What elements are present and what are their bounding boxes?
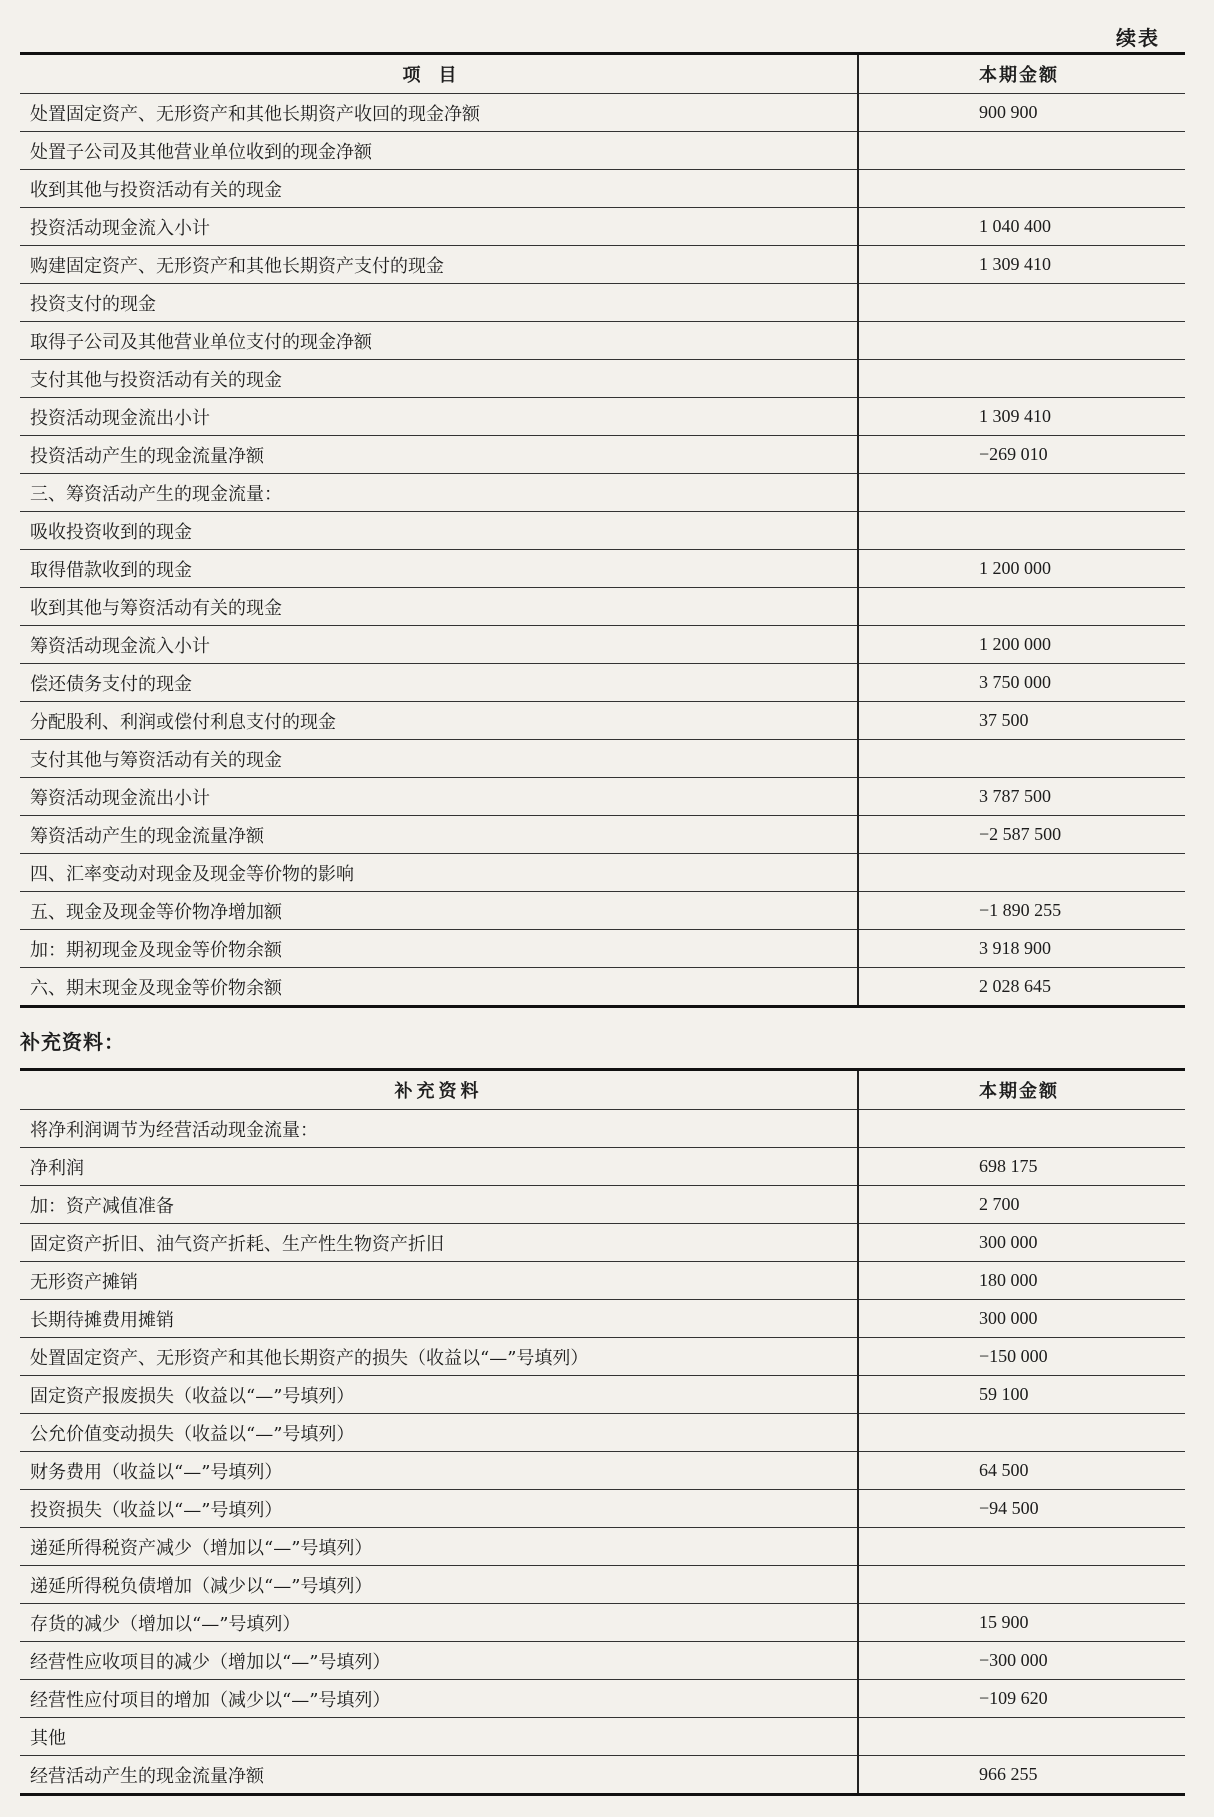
table-row xyxy=(20,588,1185,626)
row-item-label: 将净利润调节为经营活动现金流量： xyxy=(20,1110,858,1148)
row-amount: 59 100 xyxy=(858,1376,1185,1414)
row-amount xyxy=(858,284,1185,322)
table-row xyxy=(20,778,1185,816)
row-amount: −109 620 xyxy=(858,1680,1185,1718)
table-row xyxy=(20,436,1185,474)
row-item-label: 投资活动产生的现金流量净额 xyxy=(20,436,858,474)
row-item-label: 处置子公司及其他营业单位收到的现金净额 xyxy=(20,132,858,170)
row-amount xyxy=(858,854,1185,892)
column-header-item: 补充资料 xyxy=(20,1070,858,1110)
row-amount xyxy=(858,512,1185,550)
row-amount: −94 500 xyxy=(858,1490,1185,1528)
row-item-label: 筹资活动产生的现金流量净额 xyxy=(20,816,858,854)
row-amount xyxy=(858,1718,1185,1756)
table-row xyxy=(20,170,1185,208)
row-amount xyxy=(858,740,1185,778)
table-row xyxy=(20,398,1185,436)
row-item-label: 递延所得税负债增加（减少以“—”号填列） xyxy=(20,1566,858,1604)
row-amount xyxy=(858,170,1185,208)
table-row xyxy=(20,1490,1185,1528)
row-amount: −300 000 xyxy=(858,1642,1185,1680)
row-item-label: 偿还债务支付的现金 xyxy=(20,664,858,702)
table-row xyxy=(20,1452,1185,1490)
table-row xyxy=(20,94,1185,132)
row-item-label: 六、期末现金及现金等价物余额 xyxy=(20,968,858,1007)
row-item-label: 吸收投资收到的现金 xyxy=(20,512,858,550)
row-item-label: 三、筹资活动产生的现金流量： xyxy=(20,474,858,512)
row-amount xyxy=(858,360,1185,398)
table-row xyxy=(20,1680,1185,1718)
table-row xyxy=(20,892,1185,930)
row-item-label: 存货的减少（增加以“—”号填列） xyxy=(20,1604,858,1642)
table-row xyxy=(20,474,1185,512)
table-row xyxy=(20,1300,1185,1338)
row-amount: 37 500 xyxy=(858,702,1185,740)
row-item-label: 投资活动现金流出小计 xyxy=(20,398,858,436)
table-row xyxy=(20,246,1185,284)
table-row xyxy=(20,1756,1185,1795)
table-row xyxy=(20,1604,1185,1642)
row-item-label: 筹资活动现金流入小计 xyxy=(20,626,858,664)
row-item-label: 投资损失（收益以“—”号填列） xyxy=(20,1490,858,1528)
row-amount: −150 000 xyxy=(858,1338,1185,1376)
row-amount: 900 900 xyxy=(858,94,1185,132)
table-row xyxy=(20,1566,1185,1604)
row-item-label: 收到其他与筹资活动有关的现金 xyxy=(20,588,858,626)
row-amount: 698 175 xyxy=(858,1148,1185,1186)
row-amount: 1 309 410 xyxy=(858,246,1185,284)
row-amount xyxy=(858,1110,1185,1148)
table-row xyxy=(20,740,1185,778)
table-row xyxy=(20,1718,1185,1756)
row-item-label: 经营性应收项目的减少（增加以“—”号填列） xyxy=(20,1642,858,1680)
row-amount: −1 890 255 xyxy=(858,892,1185,930)
row-item-label: 取得子公司及其他营业单位支付的现金净额 xyxy=(20,322,858,360)
row-item-label: 投资活动现金流入小计 xyxy=(20,208,858,246)
row-item-label: 固定资产折旧、油气资产折耗、生产性生物资产折旧 xyxy=(20,1224,858,1262)
row-item-label: 支付其他与投资活动有关的现金 xyxy=(20,360,858,398)
row-item-label: 经营性应付项目的增加（减少以“—”号填列） xyxy=(20,1680,858,1718)
row-item-label: 加：期初现金及现金等价物余额 xyxy=(20,930,858,968)
row-amount: 64 500 xyxy=(858,1452,1185,1490)
row-item-label: 取得借款收到的现金 xyxy=(20,550,858,588)
table-row xyxy=(20,550,1185,588)
row-item-label: 无形资产摊销 xyxy=(20,1262,858,1300)
table-header-row xyxy=(20,1070,1185,1110)
row-item-label: 购建固定资产、无形资产和其他长期资产支付的现金 xyxy=(20,246,858,284)
row-item-label: 收到其他与投资活动有关的现金 xyxy=(20,170,858,208)
table-row xyxy=(20,1414,1185,1452)
table-row xyxy=(20,626,1185,664)
row-item-label: 递延所得税资产减少（增加以“—”号填列） xyxy=(20,1528,858,1566)
row-item-label: 长期待摊费用摊销 xyxy=(20,1300,858,1338)
table-row xyxy=(20,208,1185,246)
table-row xyxy=(20,1148,1185,1186)
table-row xyxy=(20,702,1185,740)
table-row xyxy=(20,1376,1185,1414)
table-row xyxy=(20,132,1185,170)
table-row xyxy=(20,968,1185,1007)
table-row xyxy=(20,664,1185,702)
row-item-label: 四、汇率变动对现金及现金等价物的影响 xyxy=(20,854,858,892)
column-header-amount: 本期金额 xyxy=(858,1070,1185,1110)
row-item-label: 处置固定资产、无形资产和其他长期资产收回的现金净额 xyxy=(20,94,858,132)
row-amount: 1 309 410 xyxy=(858,398,1185,436)
row-amount: 1 200 000 xyxy=(858,550,1185,588)
row-amount xyxy=(858,1528,1185,1566)
supplement-label: 补充资料： xyxy=(20,1030,125,1054)
row-item-label: 净利润 xyxy=(20,1148,858,1186)
table-row xyxy=(20,284,1185,322)
row-item-label: 处置固定资产、无形资产和其他长期资产的损失（收益以“—”号填列） xyxy=(20,1338,858,1376)
row-amount xyxy=(858,1566,1185,1604)
row-amount: 300 000 xyxy=(858,1224,1185,1262)
row-amount: 3 787 500 xyxy=(858,778,1185,816)
row-amount: −269 010 xyxy=(858,436,1185,474)
row-amount xyxy=(858,1414,1185,1452)
table-row xyxy=(20,1338,1185,1376)
row-amount: 1 200 000 xyxy=(858,626,1185,664)
column-header-item: 项目 xyxy=(20,54,858,94)
row-amount: −2 587 500 xyxy=(858,816,1185,854)
row-amount xyxy=(858,132,1185,170)
row-item-label: 支付其他与筹资活动有关的现金 xyxy=(20,740,858,778)
row-amount xyxy=(858,474,1185,512)
column-header-amount: 本期金额 xyxy=(858,54,1185,94)
row-item-label: 其他 xyxy=(20,1718,858,1756)
row-amount: 2 028 645 xyxy=(858,968,1185,1007)
table-row xyxy=(20,1186,1185,1224)
cash-flow-table xyxy=(20,52,1185,1008)
table-row xyxy=(20,1224,1185,1262)
table-row xyxy=(20,1262,1185,1300)
row-item-label: 加：资产减值准备 xyxy=(20,1186,858,1224)
row-amount xyxy=(858,322,1185,360)
table-row xyxy=(20,816,1185,854)
row-amount: 180 000 xyxy=(858,1262,1185,1300)
table-row xyxy=(20,512,1185,550)
supplement-table xyxy=(20,1068,1185,1796)
row-item-label: 财务费用（收益以“—”号填列） xyxy=(20,1452,858,1490)
table-row xyxy=(20,360,1185,398)
continued-label: 续表 xyxy=(1116,26,1160,50)
row-item-label: 固定资产报废损失（收益以“—”号填列） xyxy=(20,1376,858,1414)
row-amount: 2 700 xyxy=(858,1186,1185,1224)
table-row xyxy=(20,930,1185,968)
row-amount: 3 750 000 xyxy=(858,664,1185,702)
table-row xyxy=(20,1110,1185,1148)
row-amount: 3 918 900 xyxy=(858,930,1185,968)
row-amount xyxy=(858,588,1185,626)
row-item-label: 五、现金及现金等价物净增加额 xyxy=(20,892,858,930)
table-row xyxy=(20,854,1185,892)
row-item-label: 公允价值变动损失（收益以“—”号填列） xyxy=(20,1414,858,1452)
row-amount: 300 000 xyxy=(858,1300,1185,1338)
table-header-row xyxy=(20,54,1185,94)
row-item-label: 筹资活动现金流出小计 xyxy=(20,778,858,816)
table-row xyxy=(20,1528,1185,1566)
row-amount: 966 255 xyxy=(858,1756,1185,1795)
row-item-label: 投资支付的现金 xyxy=(20,284,858,322)
table-row xyxy=(20,1642,1185,1680)
row-amount: 15 900 xyxy=(858,1604,1185,1642)
row-item-label: 经营活动产生的现金流量净额 xyxy=(20,1756,858,1795)
row-item-label: 分配股利、利润或偿付利息支付的现金 xyxy=(20,702,858,740)
row-amount: 1 040 400 xyxy=(858,208,1185,246)
table-row xyxy=(20,322,1185,360)
